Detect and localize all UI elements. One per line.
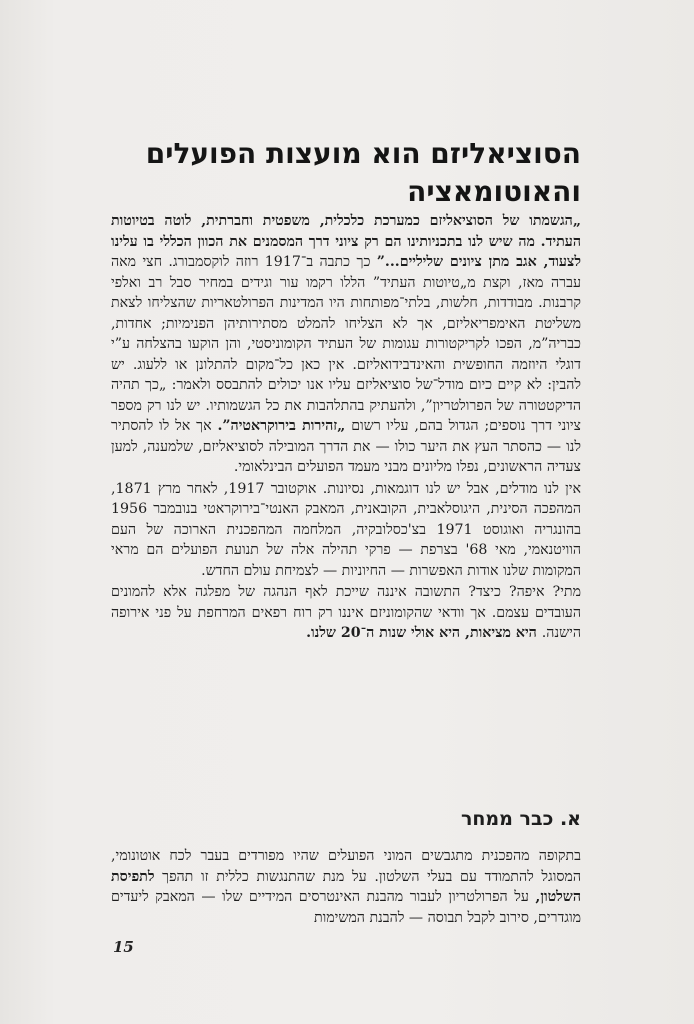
paragraph-3-text: מתי? איפה? כיצד? התשובה איננה שייכת לאף הנהגה של מפלגה אלא להמונים העובדים עצמם. אך וודאי שהקומוניזם איננו רק רוח רפאים המרחפת על פני אירופה הישנה. [111,584,581,641]
page-number: 15 [113,938,134,956]
paragraph-2: אין לנו מודלים, אבל יש לנו דוגמאות, נסיונות. אוקטובר 1917, לאחר מרץ 1871, המהפכה הסינית, היגוסלאבית, הקובאנית, המאבק האנטי־בירוקראטי בנובמבר 1956 בהונגריה ואוגוסט 1971 בצ'כסלובקיה, המלחמה המהפכנית הארוכה של העם הוויטנאמי, מאי 68' בצרפת — פרקי תהילה אלה של תנועת הפועלים הם מראי המקומות שלנו אודות האפשרות — החיוניות — לצמיחת עולם החדש. [111,480,581,579]
body-text [111,211,581,644]
section-heading: א. כבר ממחר [460,808,581,830]
section-bold: לתפיסת השלטון, [111,868,581,905]
section-paragraph [111,846,581,928]
section-text-end: על הפרולטריון לעבור מהבנת האינטרסים המידיים שלו — המאבק ליעדים מוגדרים, סירוב לקבל תבוסה — להבנת המשימות [111,889,581,926]
section-body [111,846,581,928]
section-text: בתקופה מהפכנית מתגבשים המוני הפועלים שהיו מפורדים בעבר לכח אוטונומי, המסוגל להתמודד עם בעלי השלטון. על מנת שהתנגשות כללית זו תהפך [111,848,581,885]
paragraph-3-bold: היא מציאות, היא אולי שנות ה־20 שלנו. [306,625,542,641]
chapter-title: הסוציאליזם הוא מועצות הפועלים והאוטומאציה [145,137,581,208]
paragraph-3 [111,582,581,644]
paragraph-1 [111,211,581,478]
bureaucracy-warning: „זהירות בירוקראטיה”. [217,418,346,434]
paragraph-1-text: כך כתבה ב־1917 רוזה לוקסמבורג. חצי מאה עברה מאז, וקצת מ„טיוטות העתיד” הללו רקמו עור וגידים במחיר סבל רב ואלפי קרבנות. מבודדות, חלשות, בלתי־מפותחות היו המדינות הפרולטאריות שהצליחו לצאת משליטת האימפריאליזם, אך לא הצליחו להמלט מסתירותיהן הפנימיות; אחדות, כבריה”מ, הפכו לקריקטורות עגומות של העתיד הקומוניסטי, והן הוקעו בהצלחה ע”י דוגלי היוזמה החופשית והאינדבידואליזם. אין כאן כל־מקום להתלונן או ללעוג. יש להבין: לא קיים כיום מודל־של סוציאליזם עליו אנו יכולים להתבסס ולאמר: „כך תהיה הדיקטטורה של הפרולטריון”, ולהעתיק בהתלהבות את כל הגשמותיו. יש לנו רק מספר ציוני דרך נוספים; הגדול בהם, עליו רשום [111,254,581,434]
paragraph-1-end: אך אל לו להסתיר לנו — כהסתר העץ את היער כולו — את הדרך המובילה לסוציאליזם, שלמענה, למען צעדיה הראשונים, נפלו מליונים מבני מעמד הפועלים הבינלאומי. [111,418,581,475]
quote-lead: „הגשמתו של הסוציאליזם כמערכת כלכלית, משפטית וחברתית, לוטה בטיוטות העתיד. מה שיש לנו בתכניותינו הם רק ציוני דרך המסמנים את הכוון הכללי בו עלינו לצעוד, אגב מתן ציונים שליליים...” [111,213,582,270]
